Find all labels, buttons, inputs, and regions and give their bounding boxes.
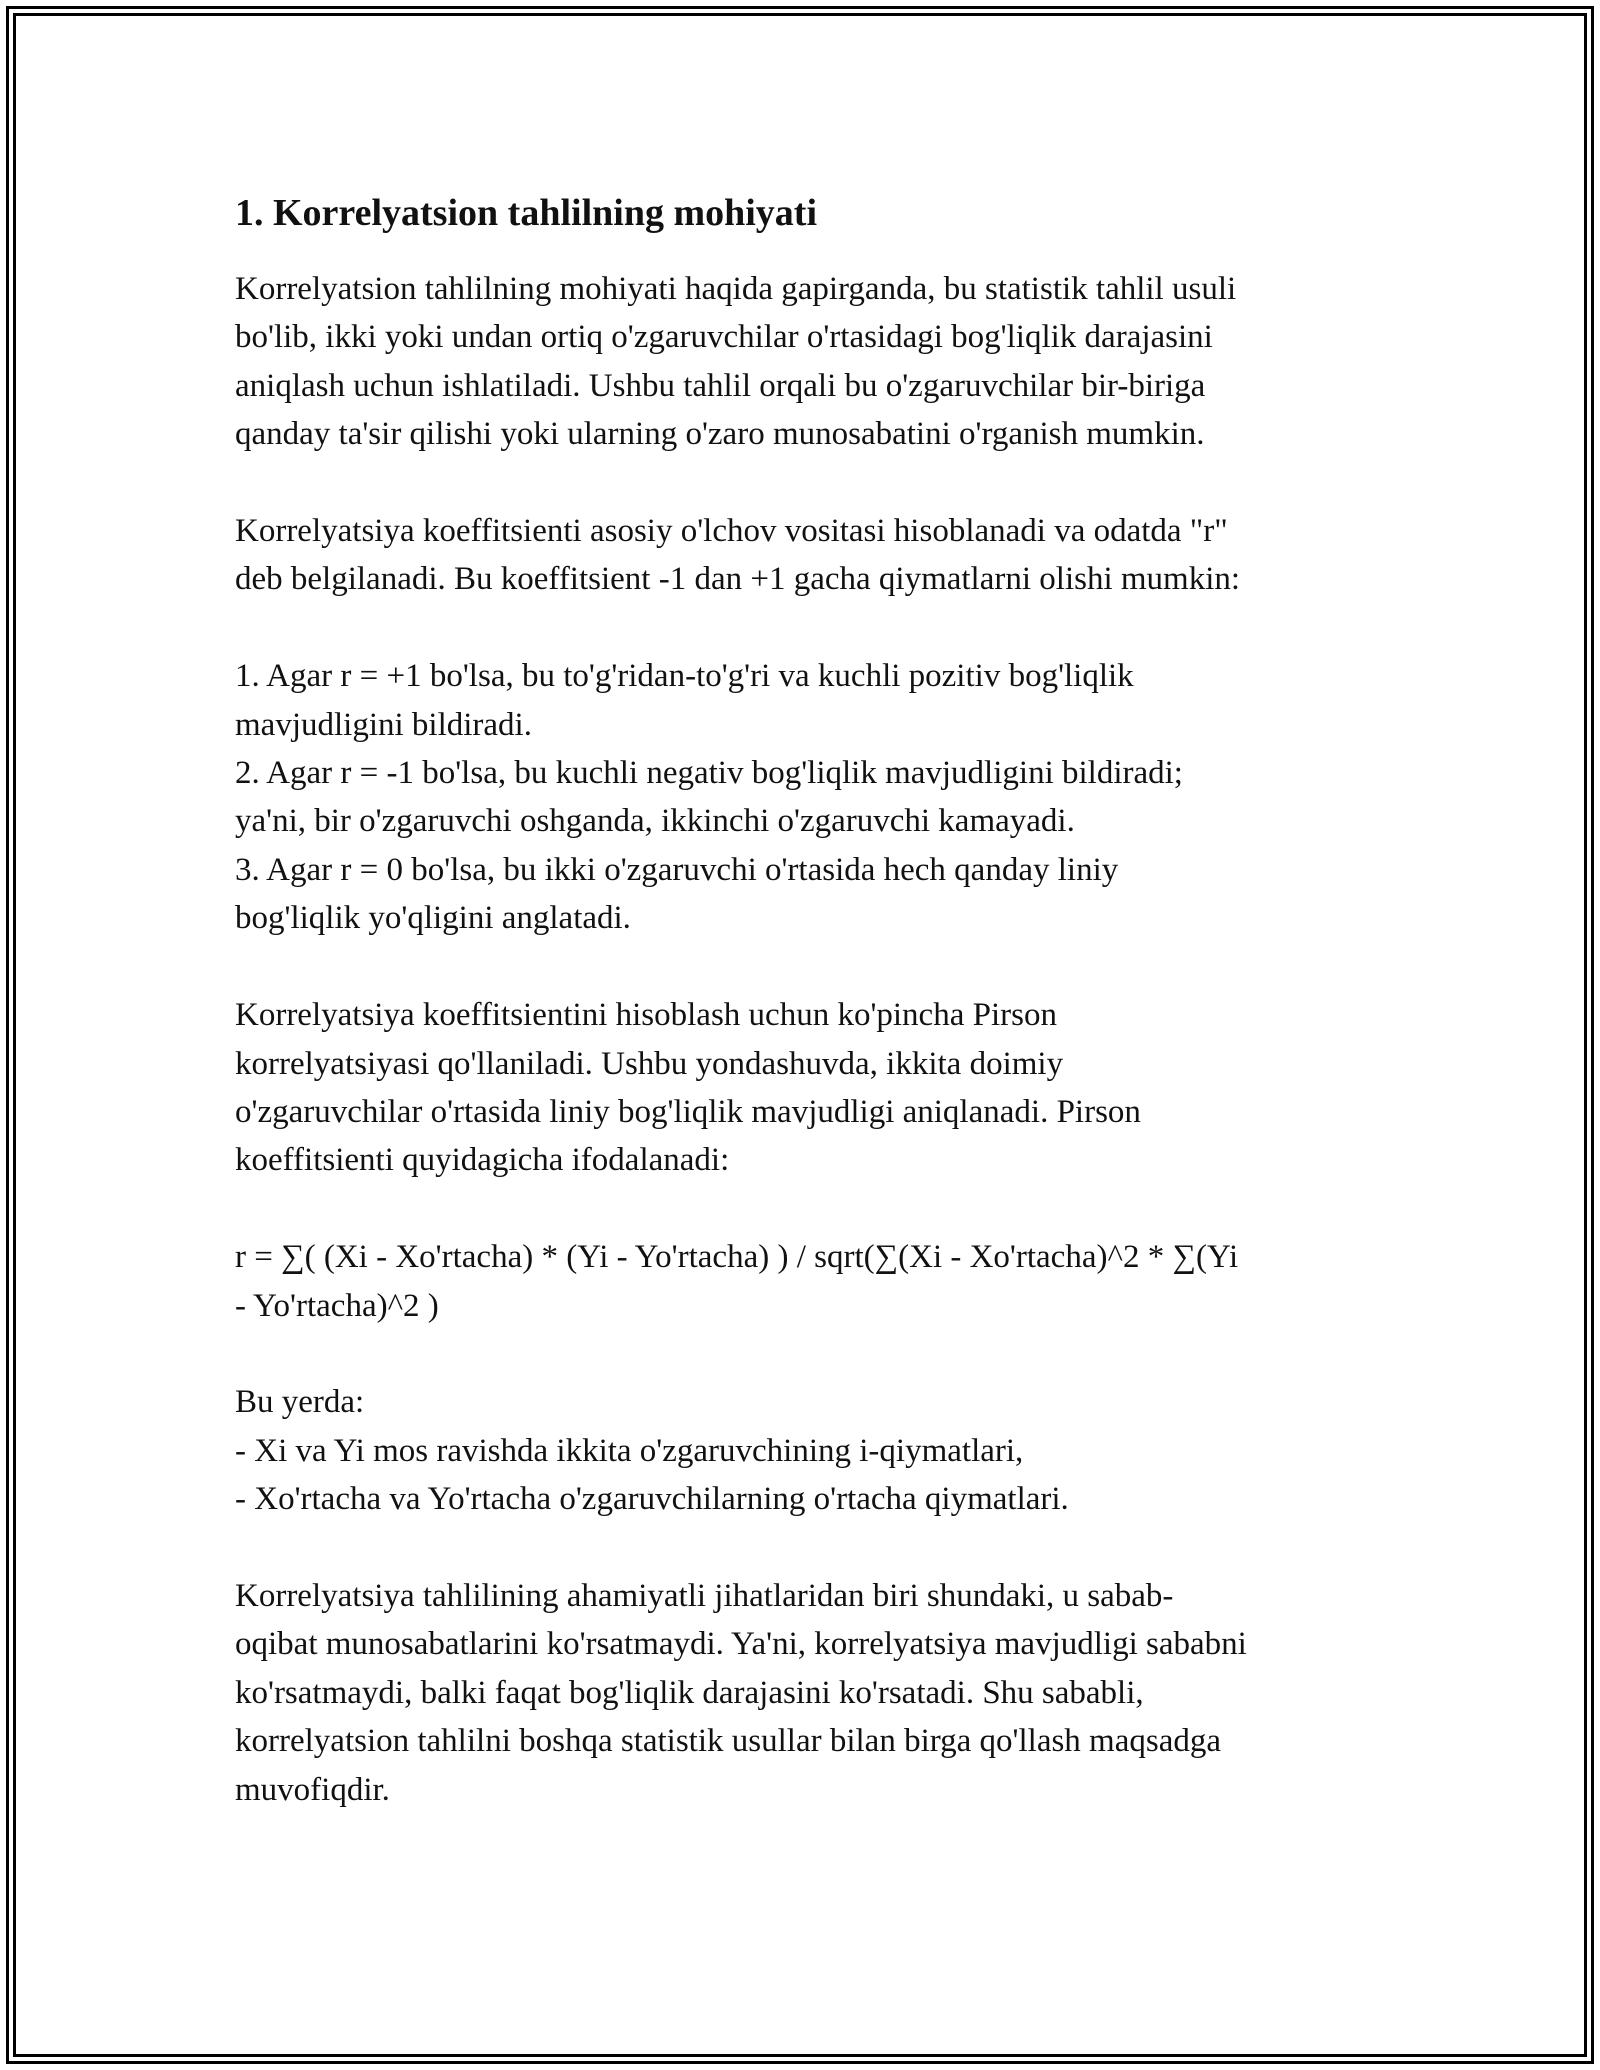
document-title: 1. Korrelyatsion tahlilning mohiyati [235, 192, 818, 234]
document-body: Korrelyatsion tahlilning mohiyati haqida gapirganda, bu statistik tahlil usuli bo'lib, ikki yoki undan ortiq o'zgaruvchilar o'rtasidagi bog'liqlik darajasini aniqlash uchun ishlatiladi. Ushbu tahlil orqali bu o'zgaruvchilar bir-biriga qanday ta'sir qilishi yoki ularning o'zaro munosabatini o'rganish mumkin. Korrelyatsiya koeffitsienti asosiy o'lchov vositasi hisoblanadi va odatda "r" deb belgilanadi. Bu koeffitsient -1 dan +1 gacha qiymatlarni olishi mumkin: 1. Agar r = +1 bo'lsa, bu to'g'ridan-to'g'ri va kuchli pozitiv bog'liqlik mavjudligini bildiradi. 2. Agar r = -1 bo'lsa, bu kuchli negativ bog'liqlik mavjudligini bildiradi; ya'ni, bir o'zgaruvchi oshganda, ikkinchi o'zgaruvchi kamayadi. 3. Agar r = 0 bo'lsa, bu ikki o'zgaruvchi o'rtasida hech qanday liniy bog'liqlik yo'qligini anglatadi. Korrelyatsiya koeffitsientini hisoblash uchun ko'pincha Pirson korrelyatsiyasi qo'llaniladi. Ushbu yondashuvda, ikkita doimiy o'zgaruvchilar o'rtasida liniy bog'liqlik mavjudligi aniqlanadi. Pirson koeffitsienti quyidagicha ifodalanadi: r = ∑( (Xi - Xo'rtacha) * (Yi - Yo'rtacha) ) / sqrt(∑(Xi - Xo'rtacha)^2 * ∑(Yi - Yo'rtacha)^2 ) Bu yerda: - Xi va Yi mos ravishda ikkita o'zgaruvchining i-qiymatlari, - Xo'rtacha va Yo'rtacha o'zgaruvchilarning o'rtacha qiymatlari. Korrelyatsiya tahlilining ahamiyatli jihatlaridan biri shundaki, u sabab- oqibat munosabatlarini ko'rsatmaydi. Ya'ni, korrelyatsiya mavjudligi sababni ko'rsatmaydi, balki faqat bog'liqlik darajasini ko'rsatadi. Shu sababli, korrelyatsion tahlilni boshqa statistik usullar bilan birga qo'llash maqsadga muvofiqdir. [235, 271, 1247, 1808]
document-content [235, 185, 1365, 1814]
